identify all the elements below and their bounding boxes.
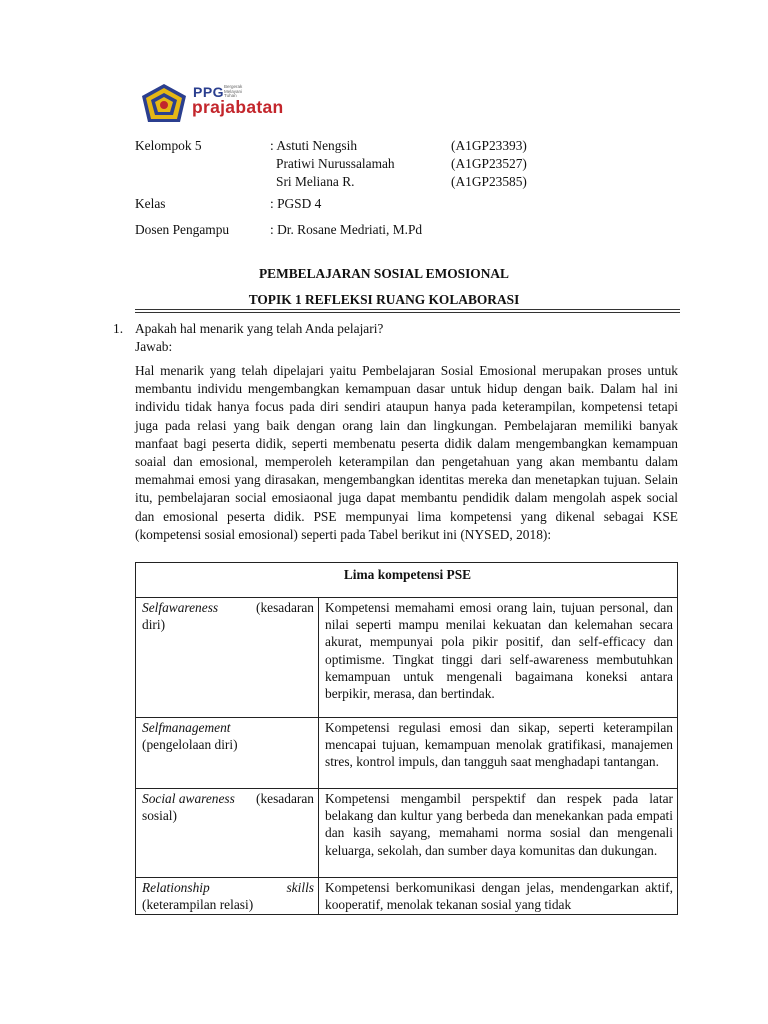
- member-name-2: Pratiwi Nurussalamah: [276, 156, 395, 171]
- term-italic: Relationship: [142, 880, 210, 895]
- logo-ppg-text: PPG: [193, 84, 225, 100]
- title-rule-top: [135, 309, 680, 310]
- kelompok-label: Kelompok 5: [135, 138, 202, 153]
- term-line-2: sosial): [142, 808, 177, 824]
- term-italic-2: skills: [286, 880, 314, 895]
- competency-description: Kompetensi mengambil perspektif dan respek pada latar belakang dan kultur yang berbeda dan menekankan pada empati dan kasih sayang, memahami norma sosial dan mengenali keluarga, sekolah, dan sumber daya komunitas dan dukungan.: [319, 789, 678, 878]
- document-subtitle: TOPIK 1 REFLEKSI RUANG KOLABORASI: [248, 292, 520, 307]
- term-italic: Selfawareness: [142, 600, 219, 615]
- term-italic: Social awareness: [142, 791, 235, 806]
- term-line-2: diri): [142, 617, 166, 633]
- answer-paragraph: Hal menarik yang telah dipelajari yaitu Pembelajaran Sosial Emosional merupakan proses untuk membantu individu mengembangkan kemampuan dasar untuk hidup dengan baik. Dalam hal ini individu tidak hanya focus pada diri sendiri ataupun hanya pada keterampilan, kompetensi tetapi juga pada relasi yang baik dengan orang lain dan lingkungan. Pembelajaran memiliki banyak manfaat bagi peserta didik, seperti membenatu peserta didik dalam mengembangkan kemampuan soaial dan emosional, memperoleh keterampilan dan pengetahuan yang akan membantu dalam memahmai emosi yang dirasakan, mengembangkan identitas mereka dan menetapkan tujuan. Selain itu, pembelajaran social emosiaonal juga dapat membantu pendidik dalam mengolah aspek social dan emosional peserta didik. PSE mempunyai lima kompetensi yang dikenal sebagai KSE (kompetensi sosial emosional) seperti pada Tabel berikut ini (NYSED, 2018):: [135, 363, 678, 542]
- competency-description: Kompetensi memahami emosi orang lain, tujuan personal, dan nilai seperti mampu menilai kekuatan dan kelemahan secara akurat, mempunyai pola pikir positif, dan self-efficacy dan optimisme. Tingkat tinggi dari self-awareness membutuhkan kemampuan untuk mengenali bagaimana koneksi antara berpikir, merasa, dan bertindak.: [319, 598, 678, 718]
- competency-term: [136, 878, 319, 915]
- table-header-row: [136, 563, 678, 598]
- competency-term: [136, 598, 319, 718]
- dosen-label: Dosen Pengampu: [135, 222, 230, 237]
- emblem-icon: [140, 82, 188, 126]
- question-number: 1.: [113, 321, 124, 336]
- answer-label: Jawab:: [135, 339, 173, 354]
- term-italic: Selfmanagement: [142, 720, 231, 735]
- competency-term: [136, 718, 319, 789]
- table-row: [136, 878, 678, 915]
- question-text: Apakah hal menarik yang telah Anda pelajari?: [135, 321, 384, 336]
- competency-table: [135, 562, 678, 915]
- table-heading: Lima kompetensi PSE: [136, 563, 678, 598]
- member-name-3: Sri Meliana R.: [276, 174, 355, 189]
- term-suffix: (kesadaran: [256, 600, 314, 615]
- logo-prajabatan-text: prajabatan: [192, 97, 284, 117]
- term-suffix: (kesadaran: [256, 791, 314, 806]
- table-row: [136, 598, 678, 718]
- title-rule-bottom: [135, 312, 680, 313]
- competency-description: Kompetensi regulasi emosi dan sikap, seperti keterampilan mencapai tujuan, kemampuan menolak gratifikasi, manajemen stres, kontrol impuls, dan tangguh saat menghadapi tantangan.: [319, 718, 678, 789]
- kelas-value: : PGSD 4: [270, 196, 322, 211]
- member-nim-1: (A1GP23393): [451, 138, 527, 153]
- document-title: PEMBELAJARAN SOSIAL EMOSIONAL: [258, 266, 509, 281]
- member-name-1: : Astuti Nengsih: [270, 138, 358, 153]
- member-nim-3: (A1GP23585): [451, 174, 527, 189]
- dosen-value: : Dr. Rosane Medriati, M.Pd: [270, 222, 423, 237]
- member-nim-2: (A1GP23527): [451, 156, 527, 171]
- table-row: [136, 718, 678, 789]
- term-line-2: (keterampilan relasi): [142, 897, 254, 913]
- competency-term: [136, 789, 319, 878]
- term-line-2: (pengelolaan diri): [142, 737, 238, 753]
- competency-description: Kompetensi berkomunikasi dengan jelas, mendengarkan aktif, kooperatif, menolak tekanan sosial yang tidak: [319, 878, 678, 915]
- logo-tagline: Bergerak Melayani Tuhan: [224, 84, 243, 99]
- table-row: [136, 789, 678, 878]
- kelas-label: Kelas: [135, 196, 166, 211]
